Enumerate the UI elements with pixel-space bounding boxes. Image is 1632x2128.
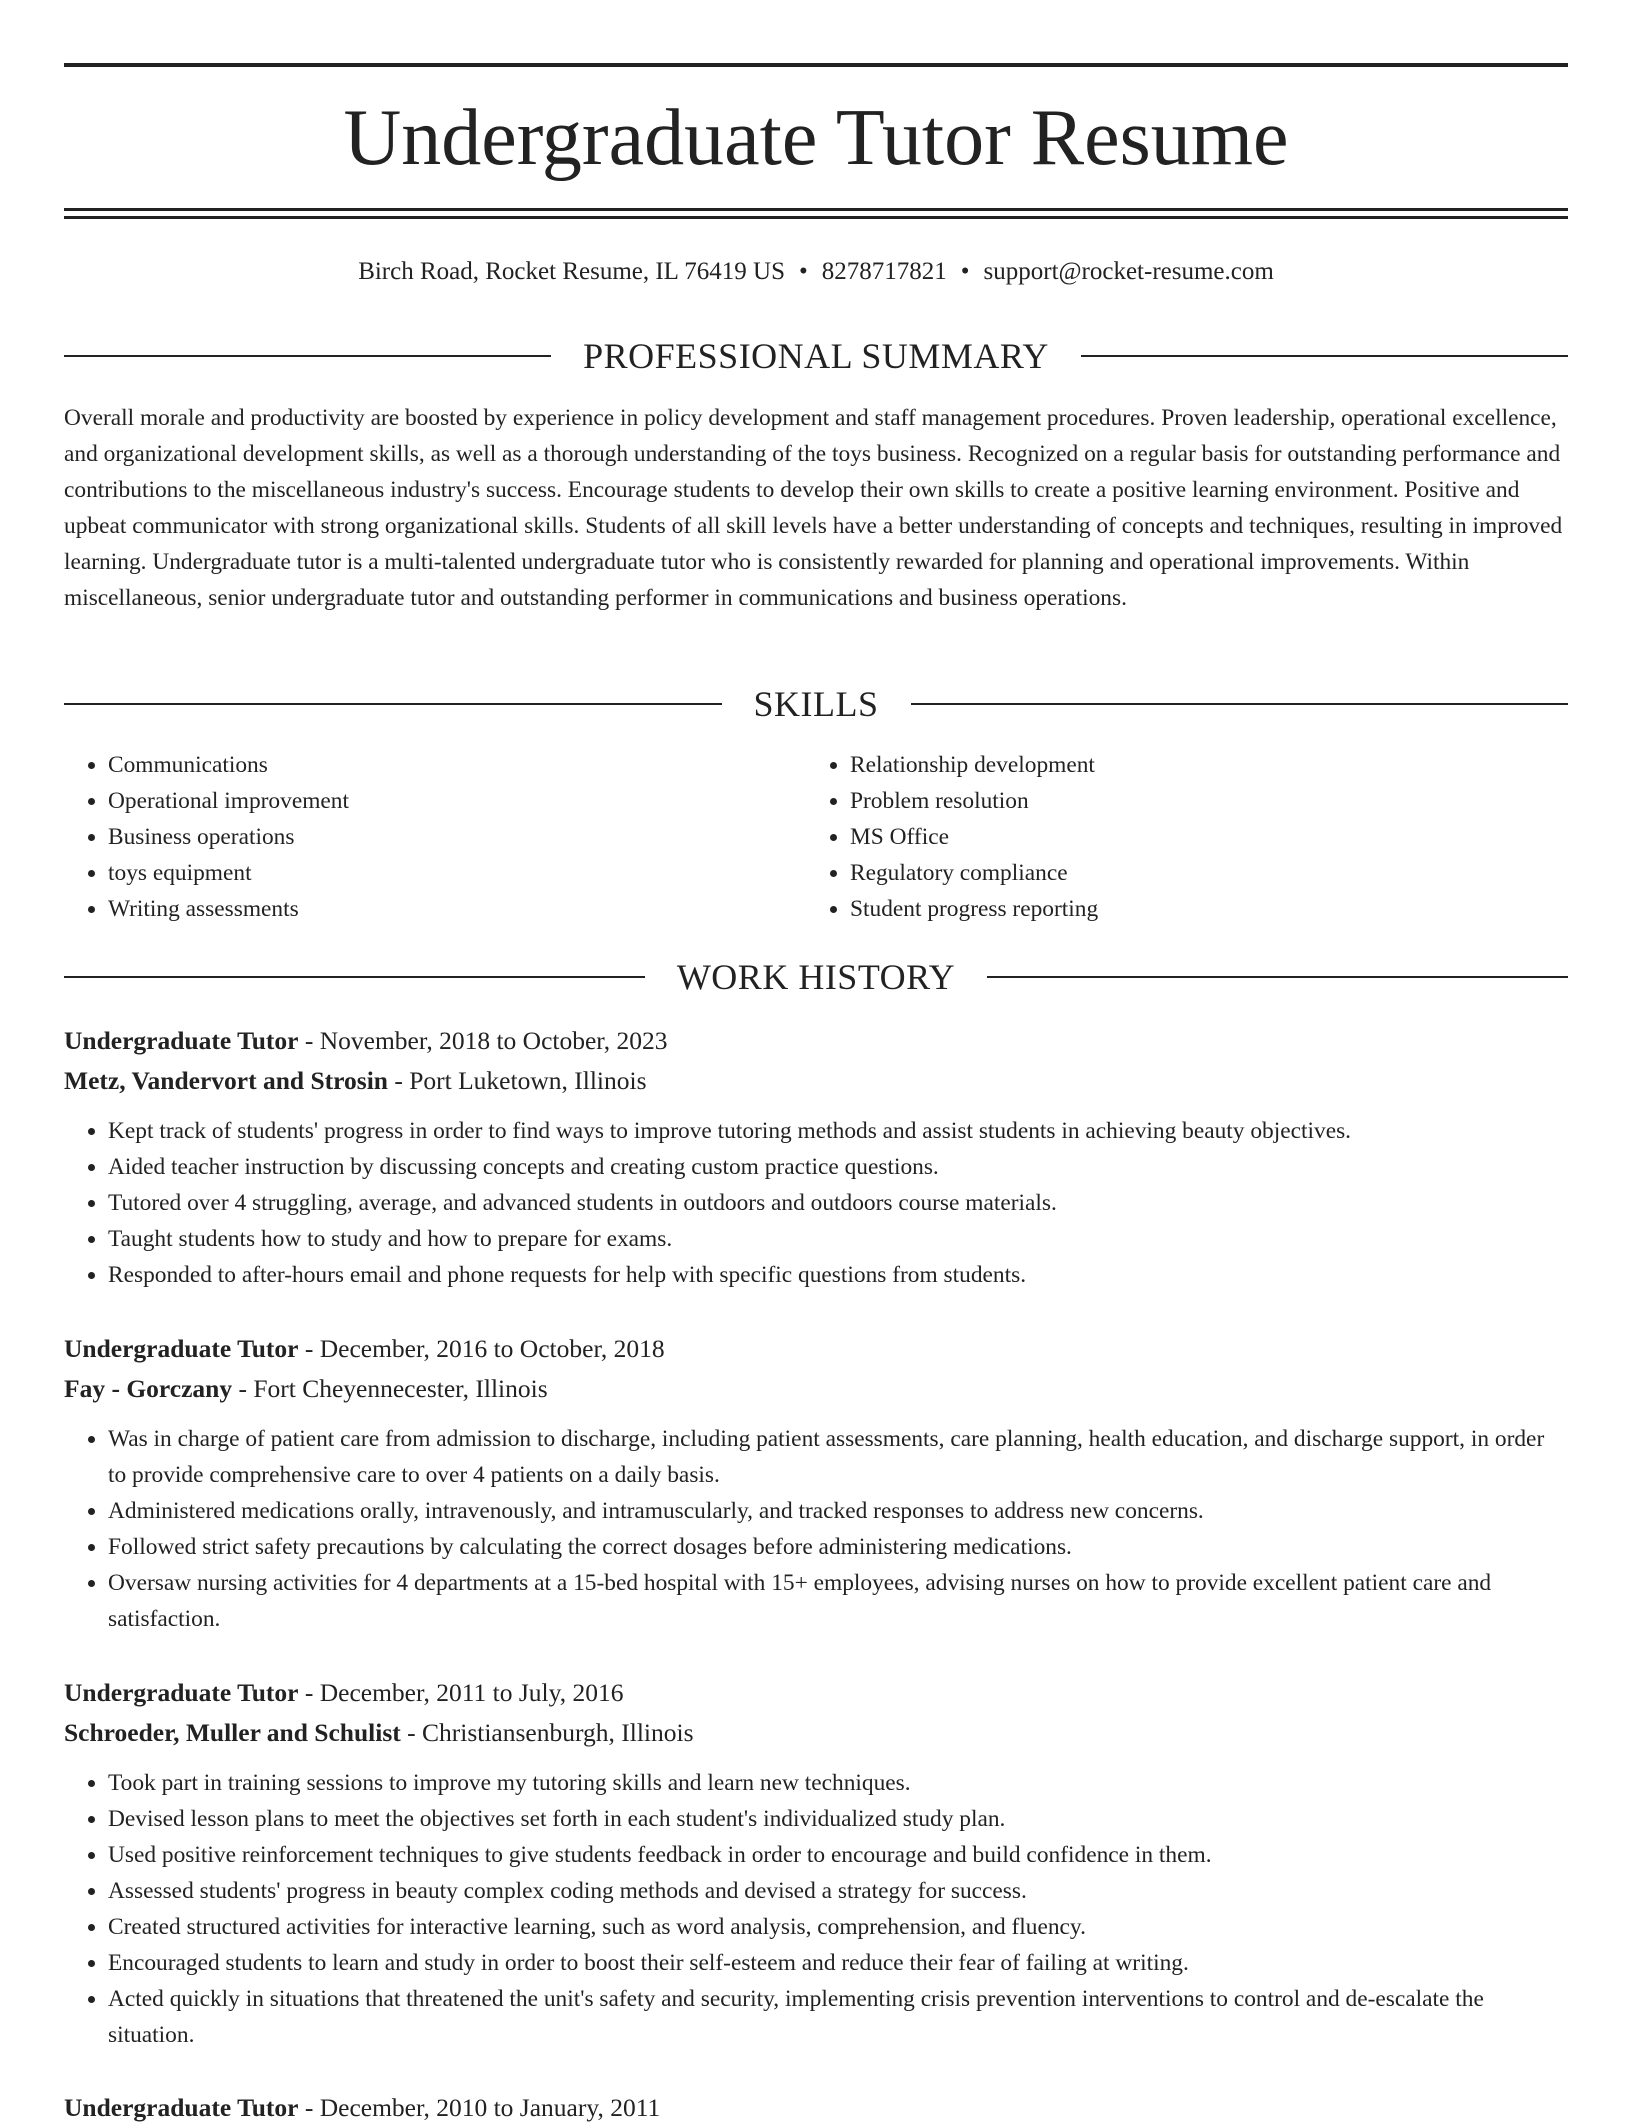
work-history-heading-label: WORK HISTORY [676, 957, 956, 997]
job-company-line [64, 1369, 1568, 1409]
job-bullet: • Used positive reinforcement techniques to give students feedback in order to encourage and build confidence in them. [108, 1837, 1568, 1873]
skills-heading-label: SKILLS [753, 684, 879, 724]
job-entry [64, 1021, 1568, 1293]
skills-column-left [64, 747, 806, 927]
heading-rule-left [64, 976, 645, 978]
job-company-line [64, 1061, 1568, 1101]
skill-item: • Operational improvement [108, 783, 806, 819]
job-entry [64, 1329, 1568, 1637]
skills-column-right [806, 747, 1548, 927]
job-dates: - December, 2016 to October, 2018 [304, 1334, 665, 1363]
heading-rule-right [1081, 355, 1568, 357]
contact-line [64, 254, 1568, 290]
work-history-heading [64, 955, 1568, 999]
skill-item: • Problem resolution [850, 783, 1548, 819]
skill-item: • Relationship development [850, 747, 1548, 783]
job-company: Fay - Gorczany [64, 1374, 233, 1403]
heading-rule-left [64, 355, 551, 357]
skill-item: • Regulatory compliance [850, 855, 1548, 891]
summary-text: Overall morale and productivity are boosted by experience in policy development and staff management procedures. Proven leadership, operational excellence, and organizational development skills, as well as a thorough understanding of the toys business. Recognized on a regular basis for outstanding performance and contributions to the miscellaneous industry's success. Encourage students to develop their own skills to create a positive learning environment. Positive and upbeat communicator with strong organizational skills. Students of all skill levels have a better understanding of concepts and techniques, resulting in improved learning. Undergraduate tutor is a multi-talented undergraduate tutor who is consistently rewarded for planning and operational improvements. Within miscellaneous, senior undergraduate tutor and outstanding performer in communications and business operations. [64, 405, 1563, 611]
job-bullet: • Devised lesson plans to meet the objectives set forth in each student's individualized study plan. [108, 1801, 1568, 1837]
skill-item: • Writing assessments [108, 891, 806, 927]
top-rule [64, 63, 1568, 67]
skill-item: • toys equipment [108, 855, 806, 891]
contact-email[interactable]: support@rocket-resume.com [983, 258, 1274, 285]
job-bullet: • Oversaw nursing activities for 4 departments at a 15-bed hospital with 15+ employees, advising nurses on how to provide excellent patient care and satisfaction. [108, 1565, 1568, 1637]
skill-item: • MS Office [850, 819, 1548, 855]
job-location: - Christiansenburgh, Illinois [407, 1718, 694, 1747]
summary-heading-label: PROFESSIONAL SUMMARY [583, 336, 1049, 376]
contact-phone: 8278717821 [821, 258, 947, 285]
job-entry [64, 2088, 1568, 2128]
job-bullet: • Taught students how to study and how to prepare for exams. [108, 1221, 1568, 1257]
skills-heading [64, 682, 1568, 726]
job-bullet: • Created structured activities for interactive learning, such as word analysis, comprehension, and fluency. [108, 1909, 1568, 1945]
job-dates: - November, 2018 to October, 2023 [304, 1026, 668, 1055]
job-bullet: • Encouraged students to learn and study in order to boost their self-esteem and reduce their fear of failing at writing. [108, 1945, 1568, 1981]
job-bullet: • Responded to after-hours email and phone requests for help with specific questions from students. [108, 1257, 1568, 1293]
job-bullet: • Took part in training sessions to improve my tutoring skills and learn new techniques. [108, 1765, 1568, 1801]
job-dates: - December, 2011 to July, 2016 [304, 1678, 624, 1707]
skills-list [64, 747, 1568, 927]
job-bullet: • Aided teacher instruction by discussing concepts and creating custom practice questions. [108, 1149, 1568, 1185]
job-title: Undergraduate Tutor [64, 1026, 299, 1055]
job-bullet: • Tutored over 4 struggling, average, and advanced students in outdoors and outdoors course materials. [108, 1185, 1568, 1221]
job-bullets [64, 1113, 1568, 1293]
contact-separator: • [798, 258, 808, 285]
job-title-line [64, 2088, 1568, 2128]
skill-item: • Student progress reporting [850, 891, 1548, 927]
page-title: Undergraduate Tutor Resume [343, 94, 1289, 182]
job-company-line [64, 1713, 1568, 1753]
job-company: Metz, Vandervort and Strosin [64, 1066, 388, 1095]
contact-separator: • [960, 258, 970, 285]
job-title: Undergraduate Tutor [64, 1334, 299, 1363]
heading-rule-right [911, 703, 1569, 705]
job-title-line [64, 1673, 1568, 1713]
job-location: - Port Luketown, Illinois [394, 1066, 647, 1095]
job-title: Undergraduate Tutor [64, 2093, 299, 2122]
job-title-line [64, 1021, 1568, 1061]
job-bullet: • Was in charge of patient care from admission to discharge, including patient assessments, care planning, health education, and discharge support, in order to provide comprehensive care to over 4 patients on a daily basis. [108, 1421, 1568, 1493]
job-bullet: • Administered medications orally, intravenously, and intramuscularly, and tracked responses to address new concerns. [108, 1493, 1568, 1529]
job-company: Schroeder, Muller and Schulist [64, 1718, 401, 1747]
heading-rule-right [987, 976, 1568, 978]
skill-item: • Communications [108, 747, 806, 783]
job-title-line [64, 1329, 1568, 1369]
skill-item: • Business operations [108, 819, 806, 855]
title-double-rule [64, 208, 1568, 219]
job-location: - Fort Cheyennecester, Illinois [238, 1374, 548, 1403]
job-entry [64, 1673, 1568, 2053]
job-bullet: • Kept track of students' progress in order to find ways to improve tutoring methods and assist students in achieving beauty objectives. [108, 1113, 1568, 1149]
contact-address: Birch Road, Rocket Resume, IL 76419 US [358, 258, 785, 285]
job-bullets [64, 1421, 1568, 1637]
job-bullet: • Followed strict safety precautions by calculating the correct dosages before administering medications. [108, 1529, 1568, 1565]
summary-heading [64, 334, 1568, 378]
job-bullets [64, 1765, 1568, 2053]
job-bullet: • Assessed students' progress in beauty complex coding methods and devised a strategy for success. [108, 1873, 1568, 1909]
job-dates: - December, 2010 to January, 2011 [304, 2093, 661, 2122]
job-title: Undergraduate Tutor [64, 1678, 299, 1707]
job-bullet: • Acted quickly in situations that threatened the unit's safety and security, implementing crisis prevention interventions to control and de-escalate the situation. [108, 1981, 1568, 2053]
heading-rule-left [64, 703, 722, 705]
